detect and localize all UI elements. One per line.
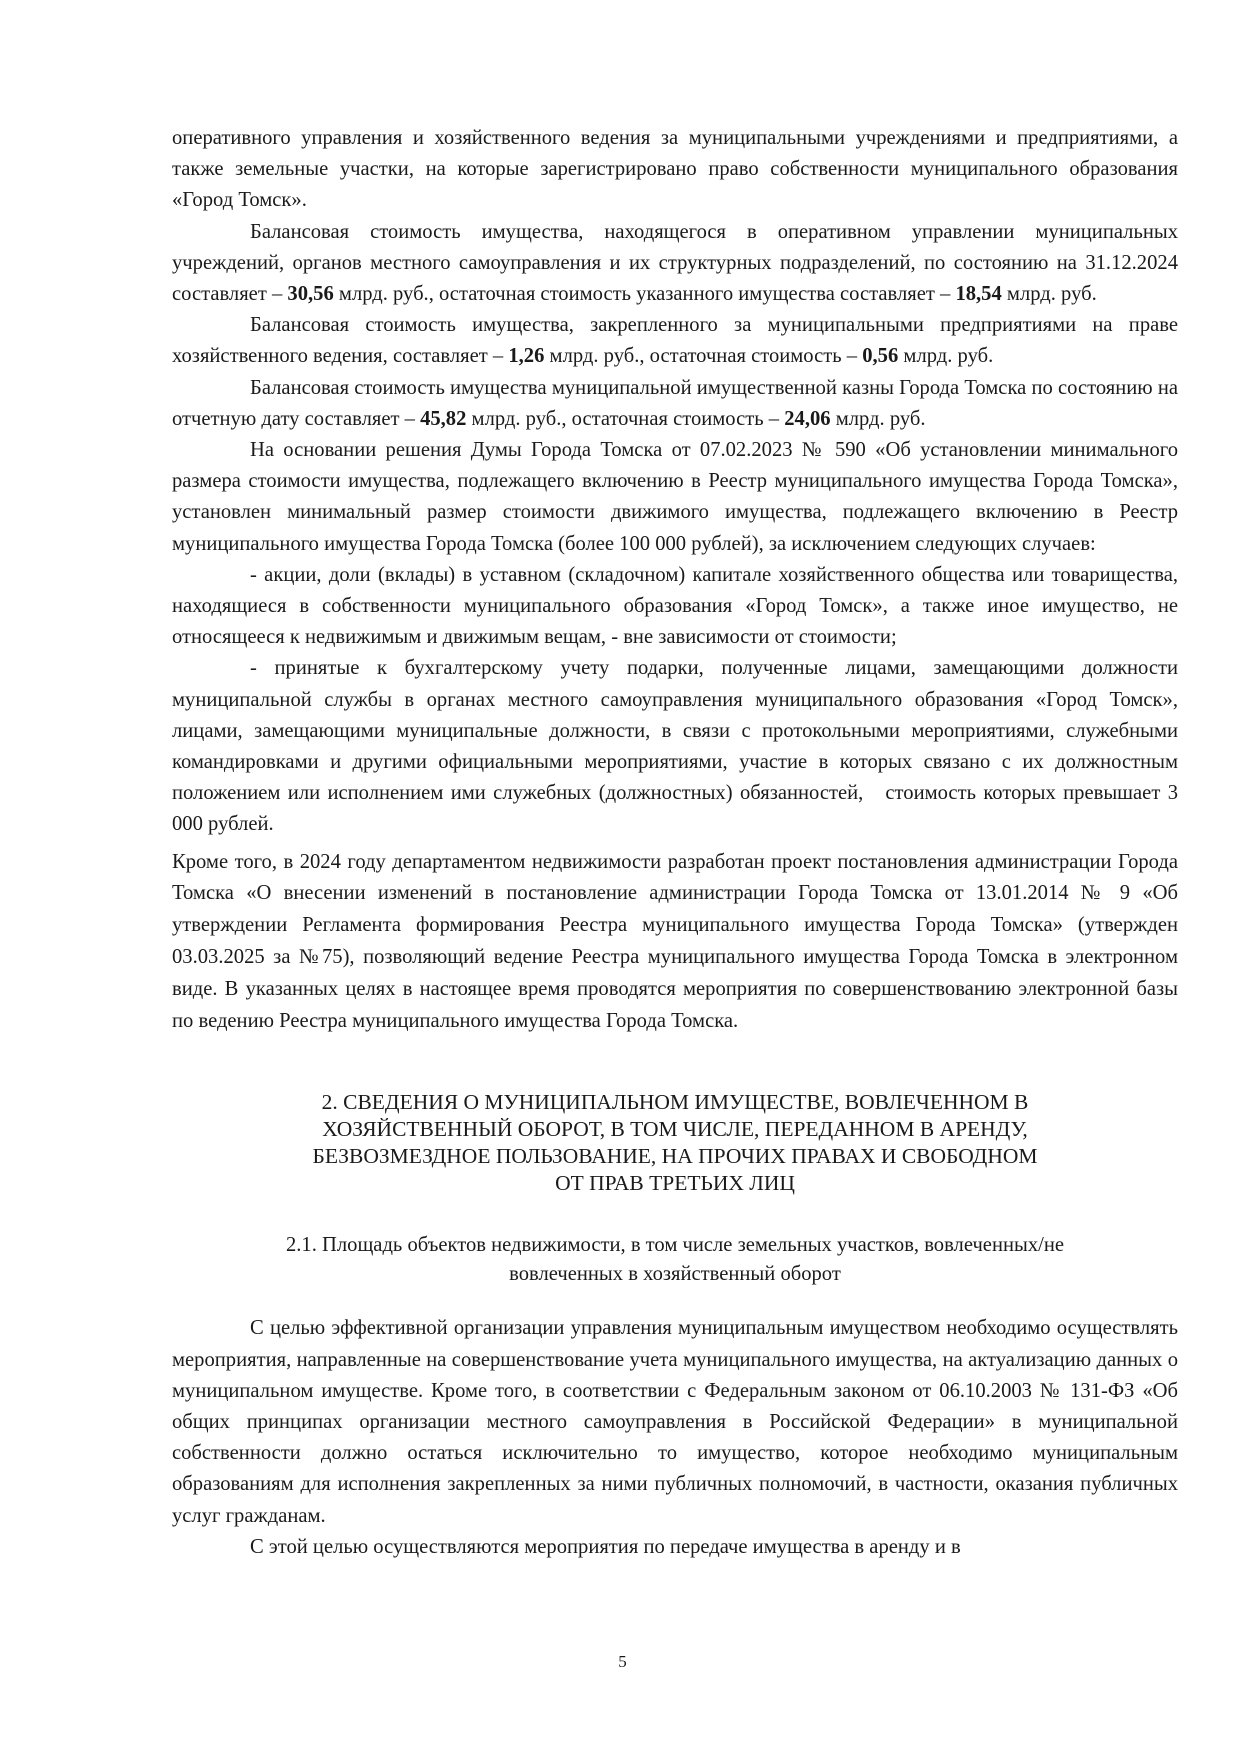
heading-line: 2.1. Площадь объектов недвижимости, в том числе земельных участков, вовлеченных/не bbox=[285, 1234, 1065, 1257]
paragraph-enterprises-value bbox=[172, 310, 1178, 372]
balance-value: 1,26 bbox=[508, 345, 545, 368]
balance-value: 45,82 bbox=[420, 407, 467, 430]
document-page bbox=[172, 123, 1184, 1563]
text: млрд. руб., остаточная стоимость – bbox=[544, 345, 863, 368]
heading-line: ОТ ПРАВ ТРЕТЬИХ ЛИЦ bbox=[555, 1171, 795, 1196]
page-number: 5 bbox=[618, 1652, 627, 1671]
section-2-1-heading bbox=[172, 1231, 1178, 1289]
heading-line: 2. СВЕДЕНИЯ О МУНИЦИПАЛЬНОМ ИМУЩЕСТВЕ, ВОВЛЕЧЕННОМ В bbox=[321, 1090, 1029, 1115]
balance-value: 30,56 bbox=[287, 283, 334, 306]
text: млрд. руб., остаточная стоимость – bbox=[466, 407, 785, 430]
paragraph-ownership: оперативного управления и хозяйственного ведения за муниципальными учреждениями и предприятиями, а также земельные участки, на которые зарегистрировано право собственности муниципального образования «Город Томск». bbox=[172, 127, 1178, 212]
list-item-shares: - акции, доли (вклады) в уставном (складочном) капитале хозяйственного общества или товарищества, находящиеся в собственности муниципального образования «Город Томск», а также иное имущество, не относящееся к недвижимым и движимым вещам, - вне зависимости от стоимости; bbox=[172, 563, 1178, 649]
paragraph-registry-project: Кроме того, в 2024 году департаментом недвижимости разработан проект постановления администрации Города Томска «О внесении изменений в постановление администрации Города Томска от 13.01.2014 № 9 «Об утверждении Регламента формирования Реестра муниципального имущества Города Томска» (утвержден 03.03.2025 за №75), позволяющий ведение Реестра муниципального имущества Города Томска в электронном виде. В указанных целях в настоящее время проводятся мероприятия по совершенствованию электронной базы по ведению Реестра муниципального имущества Города Томска. bbox=[172, 850, 1178, 1032]
text: млрд. руб. bbox=[1001, 283, 1097, 306]
heading-line: ХОЗЯЙСТВЕННЫЙ ОБОРОТ, В ТОМ ЧИСЛЕ, ПЕРЕДАННОМ В АРЕНДУ, bbox=[322, 1117, 1028, 1142]
text: Балансовая стоимость имущества, закрепленного за муниципальными предприятиями на праве хозяйственного ведения, составляет – bbox=[172, 314, 1178, 368]
list-item-gifts: - принятые к бухгалтерскому учету подарки, полученные лицами, замещающими должности муниципальной службы в органах местного самоуправления муниципального образования «Город Томск», лицами, замещающими муниципальные должности, в связи с протокольными мероприятиями, служебными командировками и другими официальными мероприятиями, участие в которых связано с их должностным положением или исполнением ими служебных (должностных) обязанностей, стоимость которых превышает 3 000 рублей. bbox=[172, 657, 1184, 836]
text: млрд. руб., остаточная стоимость указанного имущества составляет – bbox=[333, 283, 956, 306]
text: Балансовая стоимость имущества, находящегося в оперативном управлении муниципальных учреждений, органов местного самоуправления и их структурных подразделений, по состоянию на 31.12.2024 составляет – bbox=[172, 220, 1178, 306]
residual-value: 18,54 bbox=[955, 283, 1002, 306]
text: Балансовая стоимость имущества муниципальной имущественной казны Города Томска по состоянию на отчетную дату составляет – bbox=[172, 376, 1178, 430]
paragraph-operational-management-value bbox=[172, 217, 1178, 311]
heading-line: вовлеченных в хозяйственный оборот bbox=[509, 1263, 841, 1286]
section-2-heading bbox=[172, 1089, 1178, 1197]
residual-value: 24,06 bbox=[784, 407, 831, 430]
paragraph-lease-transfer: С этой целью осуществляются мероприятия по передаче имущества в аренду и в bbox=[250, 1535, 961, 1558]
text: млрд. руб. bbox=[830, 407, 926, 430]
paragraph-management-goals: С целью эффективной организации управления муниципальным имуществом необходимо осуществлять мероприятия, направленные на совершенствование учета муниципального имущества, на актуализацию данных о муниципальном имуществе. Кроме того, в соответствии с Федеральным законом от 06.10.2003 № 131-ФЗ «Об общих принципах организации местного самоуправления в Российской Федерации» в муниципальной собственности должно остаться исключительно то имущество, которое необходимо муниципальным образованиям для исполнения закрепленных за ними публичных полномочий, в частности, оказания публичных услуг гражданам. bbox=[172, 1317, 1178, 1527]
residual-value: 0,56 bbox=[862, 345, 899, 368]
heading-line: БЕЗВОЗМЕЗДНОЕ ПОЛЬЗОВАНИЕ, НА ПРОЧИХ ПРАВАХ И СВОБОДНОМ bbox=[312, 1144, 1038, 1169]
paragraph-treasury-value bbox=[172, 373, 1178, 435]
text: млрд. руб. bbox=[898, 345, 994, 368]
paragraph-duma-decision: На основании решения Думы Города Томска от 07.02.2023 № 590 «Об установлении минимального размера стоимости имущества, подлежащего включению в Реестр муниципального имущества Города Томска», установлен минимальный размер стоимости движимого имущества, подлежащего включению в Реестр муниципального имущества Города Томска (более 100 000 рублей), за исключением следующих случаев: bbox=[172, 439, 1178, 555]
